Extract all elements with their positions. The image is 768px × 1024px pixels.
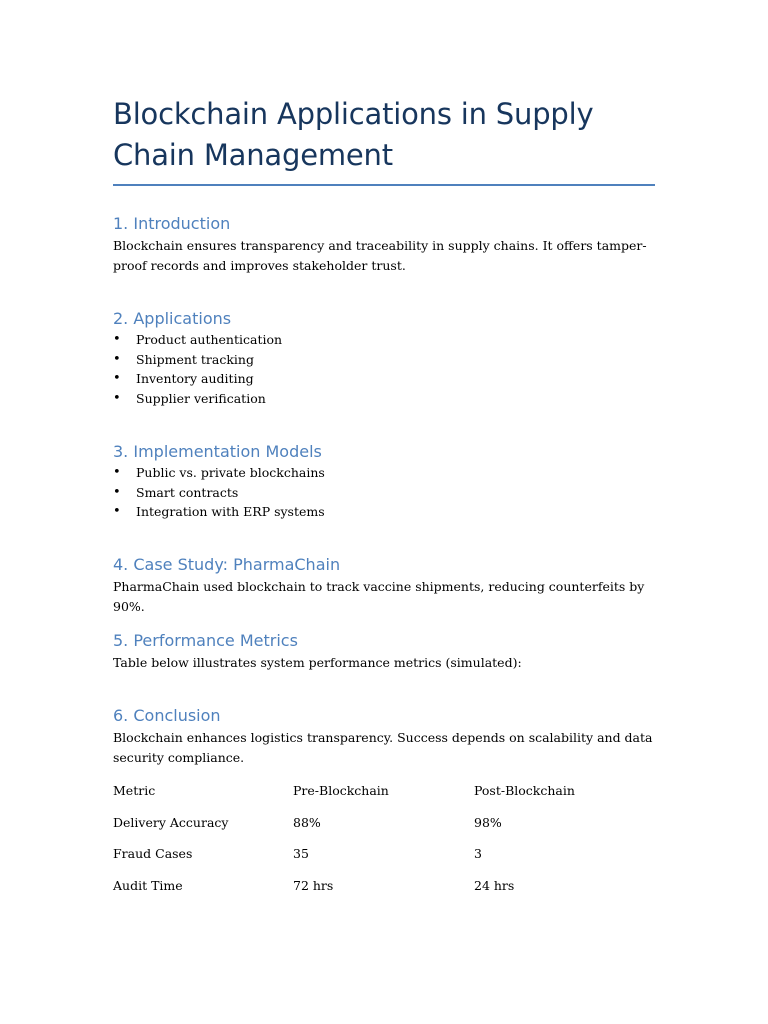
table-cell: 3 [474, 846, 482, 861]
section-heading: 6. Conclusion [113, 706, 221, 725]
section-heading: 1. Introduction [113, 214, 231, 233]
models-list [113, 463, 655, 522]
section-implementation-models [113, 442, 655, 522]
section-heading: 3. Implementation Models [113, 442, 322, 461]
section-conclusion [113, 706, 655, 768]
section-applications [113, 309, 655, 408]
metrics-table [113, 783, 655, 909]
table-header-row [113, 783, 655, 815]
section-introduction [113, 214, 655, 276]
table-cell: 72 hrs [293, 877, 334, 893]
bullet-icon: • [113, 332, 121, 347]
list-item: • Supplier verification [113, 389, 655, 409]
table-row [113, 878, 655, 910]
table-row [113, 846, 655, 878]
applications-list [113, 330, 655, 408]
table-cell: Delivery Accuracy [113, 814, 229, 830]
list-item: • Smart contracts [113, 483, 655, 503]
bullet-icon: • [113, 465, 121, 480]
table-cell: 35 [293, 846, 309, 861]
table-cell: 24 hrs [474, 877, 515, 893]
list-item: • Inventory auditing [113, 369, 655, 389]
section-heading: 2. Applications [113, 309, 232, 328]
section-body: Table below illustrates system performance metrics (simulated): [113, 655, 522, 670]
bullet-icon: • [113, 390, 121, 406]
document-page [113, 94, 655, 893]
bullet-icon: • [113, 351, 121, 367]
section-heading: 4. Case Study: PharmaChain [113, 555, 341, 574]
bullet-icon: • [113, 504, 121, 519]
section-body: Blockchain enhances logistics transparency. Success depends on scalability and data security compliance. [113, 730, 653, 765]
table-header-cell: Post-Blockchain [474, 783, 575, 798]
table-row [113, 815, 655, 847]
section-body: Blockchain ensures transparency and traceability in supply chains. It offers tamper-proof records and improves stakeholder trust. [113, 238, 647, 273]
table-cell: Fraud Cases [113, 846, 193, 861]
bullet-icon: • [113, 484, 121, 500]
list-item: • Shipment tracking [113, 350, 655, 370]
section-body: PharmaChain used blockchain to track vaccine shipments, reducing counterfeits by 90%. [113, 579, 645, 614]
bullet-icon: • [113, 371, 121, 386]
section-heading: 5. Performance Metrics [113, 631, 298, 650]
list-item: • Integration with ERP systems [113, 502, 655, 522]
list-item: • Public vs. private blockchains [113, 463, 655, 483]
table-header-cell: Pre-Blockchain [293, 783, 389, 798]
section-performance-metrics [113, 631, 655, 673]
list-item: • Product authentication [113, 330, 655, 350]
table-cell: 88% [293, 814, 321, 830]
document-title: Blockchain Applications in Supply Chain Management [113, 94, 655, 186]
table-cell: 98% [474, 814, 502, 830]
metrics-table-wrapper [113, 783, 655, 909]
section-case-study [113, 555, 655, 617]
table-cell: Audit Time [113, 877, 183, 893]
table-header-cell: Metric [113, 783, 156, 798]
